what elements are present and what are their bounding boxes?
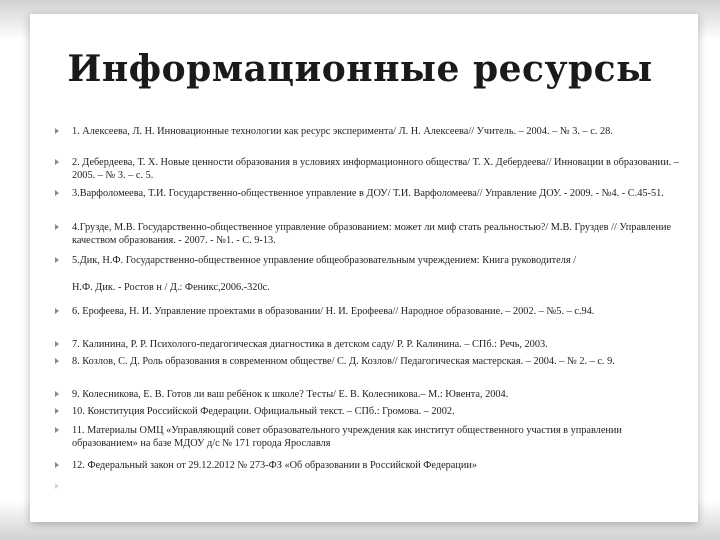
bullet-arrow-icon: [55, 308, 59, 314]
reference-text-4: 4.Грузде, М.В. Государственно-общественное управление образованием: может ли миф стать реальностью?/ М.В. Груздев // Управление качеством образования. - 2007. - №1. - С. 9-13.: [72, 222, 672, 246]
reference-5-continuation: Н.Ф. Дик. - Ростов н / Д.: Феникс,2006.-320с.: [72, 282, 270, 293]
bullet-arrow-icon: [55, 341, 59, 347]
reference-text-3: 3.Варфоломеева, Т.И. Государственно-общественное управление в ДОУ/ Т.И. Варфоломеева// Управление ДОУ. - 2009. - №4. - С.45-51.: [72, 188, 664, 199]
reference-text-11: 11. Материалы ОМЦ «Управляющий совет образовательного учреждения как институт общественного участия в управлении образованием» на базе МДОУ д/с № 171 города Ярославля: [72, 425, 622, 449]
reference-text-6: 6. Ерофеева, Н. И. Управление проектами в образовании/ Н. И. Ерофеева// Народное образование. – 2002. – №5. – с.94.: [72, 306, 595, 317]
slide-title: Информационные ресурсы: [67, 48, 653, 90]
empty-bullet-arrow-icon: [55, 483, 59, 489]
reference-text-2: 2. Дебердеева, Т. Х. Новые ценности образования в условиях информационного общества/ Т. Х. Дебердеева// Инновации в образовании. – 2005. – № 3. – с. 5.: [72, 157, 679, 181]
bullet-arrow-icon: [55, 128, 59, 134]
bullet-arrow-icon: [55, 190, 59, 196]
bullet-arrow-icon: [55, 408, 59, 414]
reference-text-10: 10. Конституция Российской Федерации. Официальный текст. – СПб.: Громова. – 2002.: [72, 406, 455, 417]
reference-text-9: 9. Колесникова, Е. В. Готов ли ваш ребёнок к школе? Тесты/ Е. В. Колесникова.– М.: Ювента, 2004.: [72, 389, 509, 400]
bullet-arrow-icon: [55, 159, 59, 165]
reference-text-7: 7. Калинина, Р. Р. Психолого-педагогическая диагностика в детском саду/ Р. Р. Калинина. – СПб.: Речь, 2003.: [72, 339, 548, 350]
bullet-arrow-icon: [55, 462, 59, 468]
bullet-arrow-icon: [55, 224, 59, 230]
bullet-arrow-icon: [55, 427, 59, 433]
reference-text-5: 5.Дик, Н.Ф. Государственно-общественное управление общеобразовательным учреждением: Книга руководителя /: [72, 255, 577, 266]
reference-text-1: 1. Алексеева, Л. Н. Инновационные технологии как ресурс эксперимента/ Л. Н. Алексеева// Учитель. – 2004. – № 3. – с. 28.: [72, 126, 613, 137]
reference-text-8: 8. Козлов, С. Д. Роль образования в современном обществе/ С. Д. Козлов// Педагогическая мастерская. – 2004. – № 2. – с. 9.: [72, 356, 615, 367]
bullet-arrow-icon: [55, 257, 59, 263]
bullet-arrow-icon: [55, 391, 59, 397]
bullet-arrow-icon: [55, 358, 59, 364]
reference-text-12: 12. Федеральный закон от 29.12.2012 № 273-ФЗ «Об образовании в Российской Федерации»: [72, 460, 478, 471]
